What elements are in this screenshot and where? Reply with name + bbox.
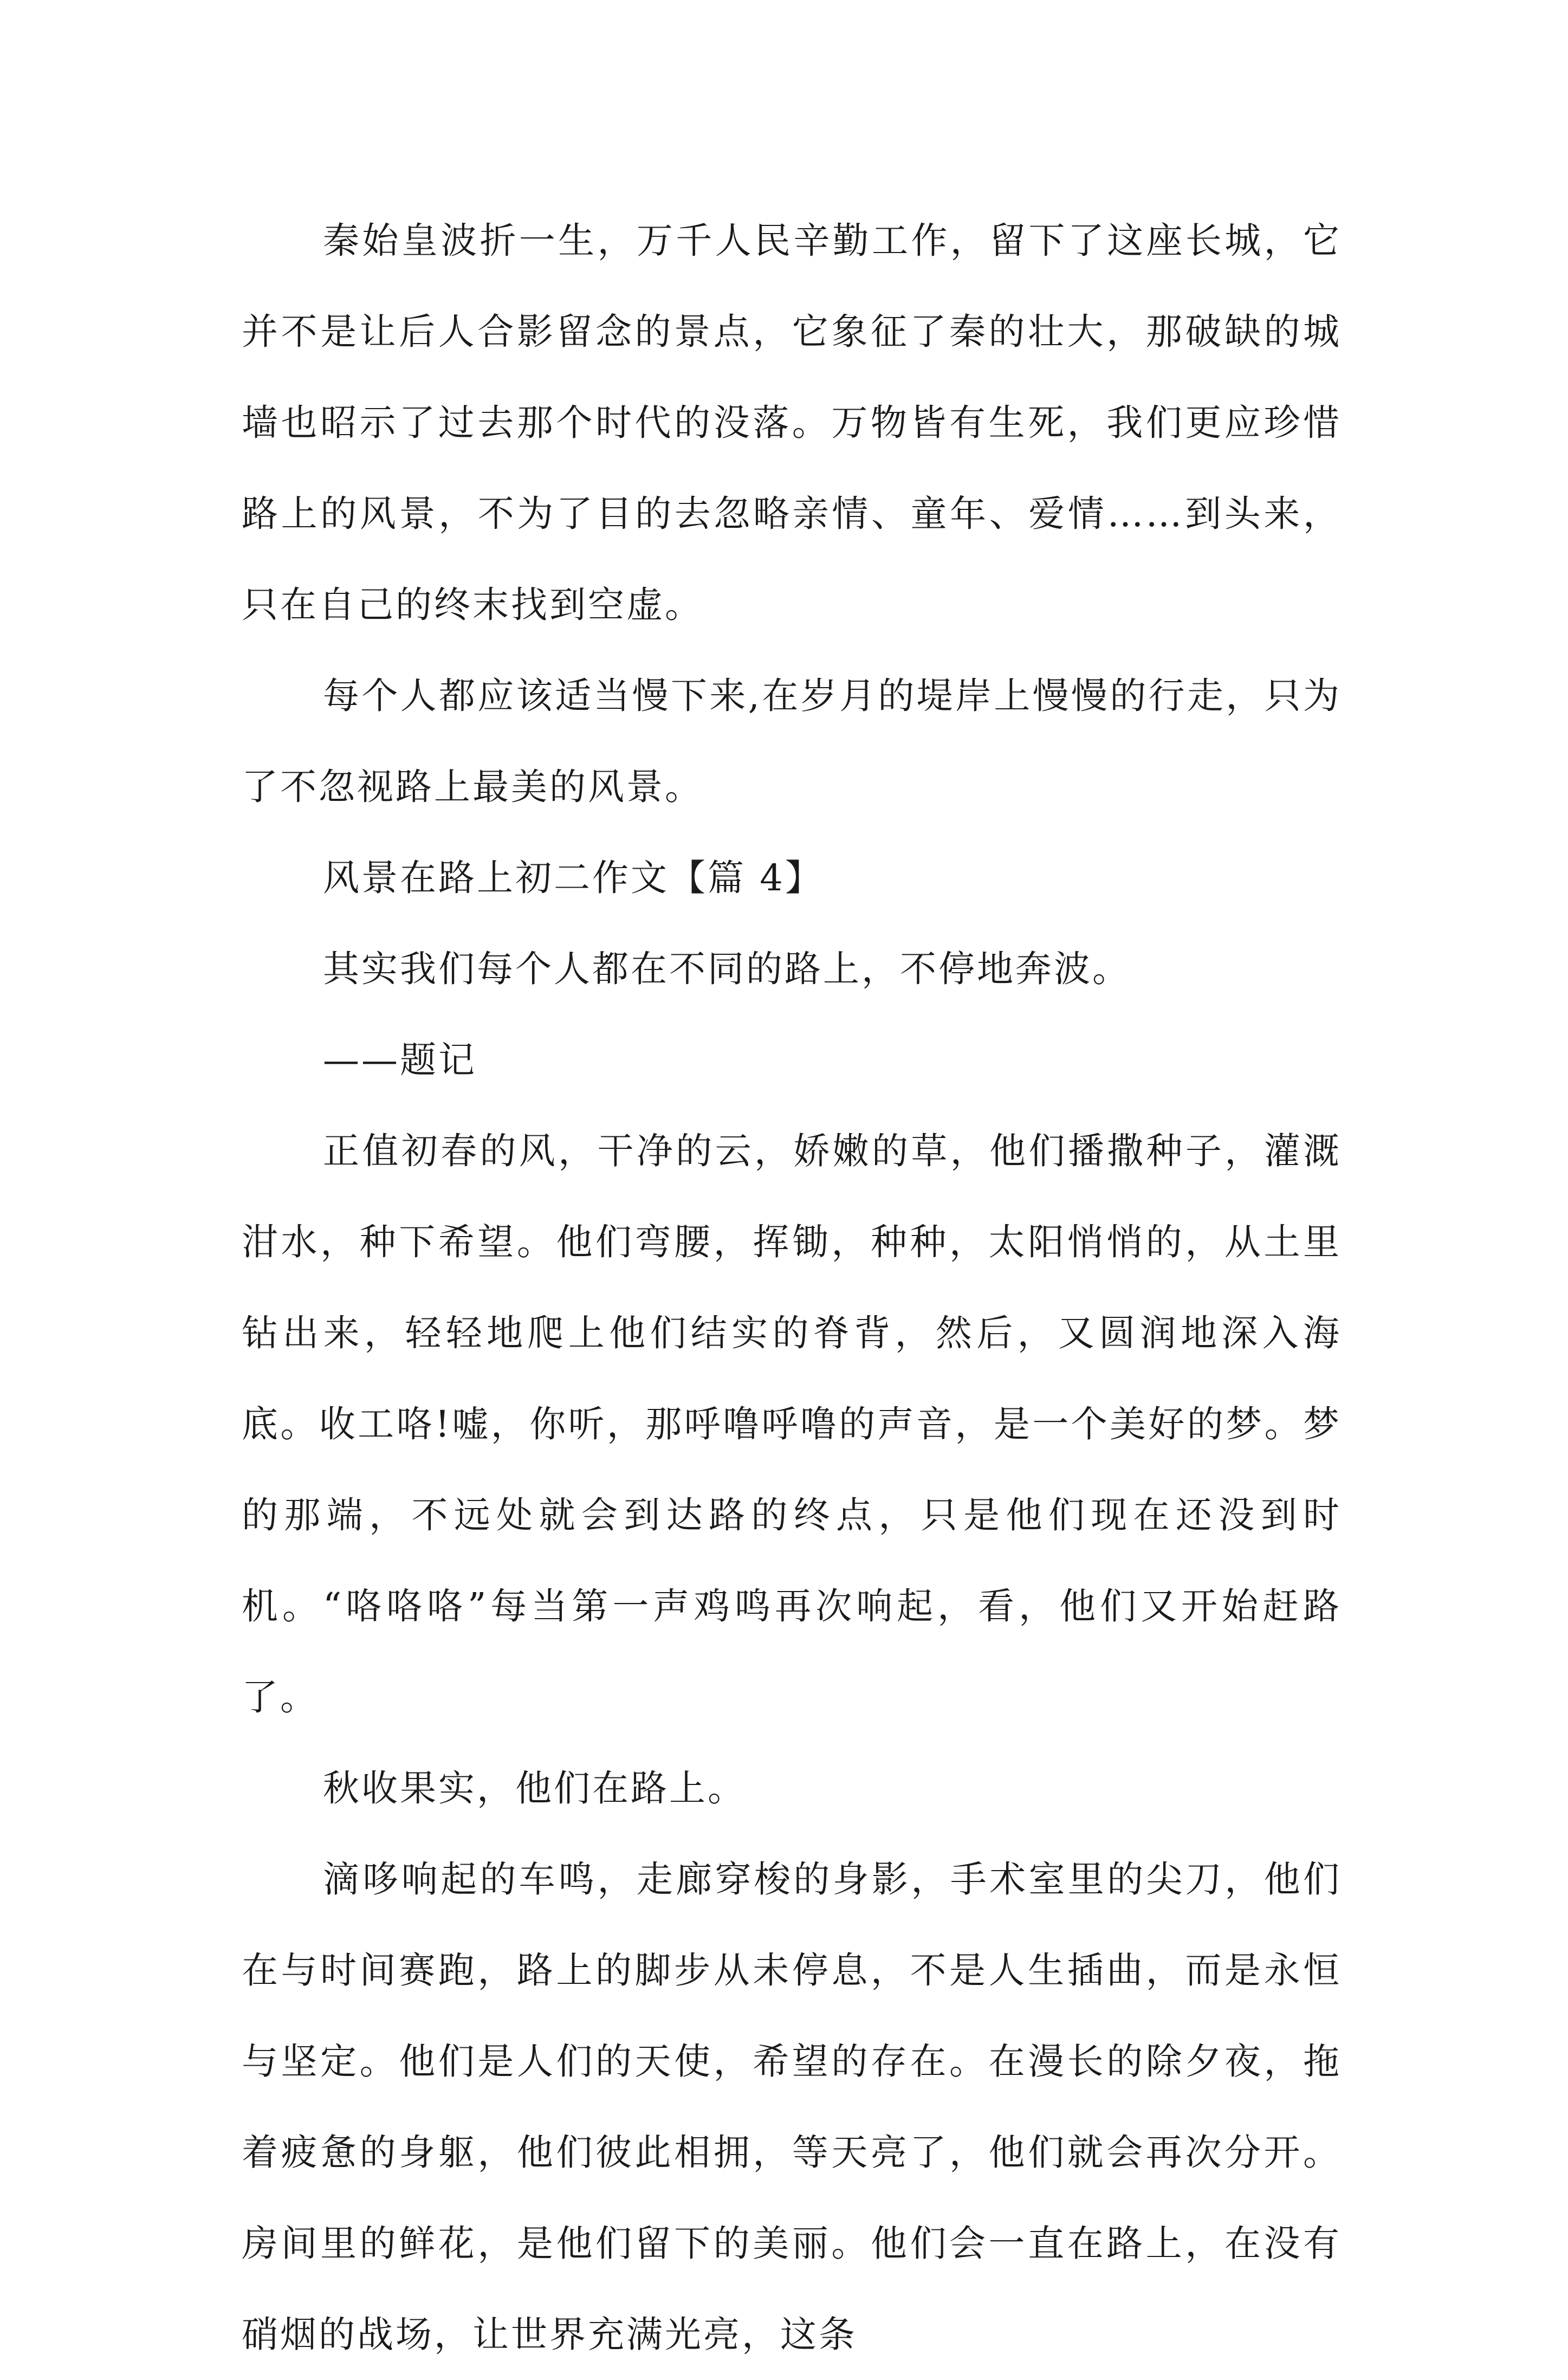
paragraph-early-spring: 正值初春的风，干净的云，娇嫩的草，他们播撒种子，灌溉泔水，种下希望。他们弯腰，挥锄，种种，太阳悄悄的，从土里钻出来，轻轻地爬上他们结实的脊背，然后，又圆润地深入海底。收工咯!嘘，你听，那呼噜呼噜的声音，是一个美好的梦。梦的那端，不远处就会到达路的终点，只是他们现在还没到时机。“咯咯咯”每当第一声鸡鸣再次响起，看，他们又开始赶路了。: [242, 1130, 1342, 1718]
paragraph-epigraph-attribution: ——题记: [323, 1039, 477, 1081]
paragraph-slow-down: 每个人都应该适当慢下来,在岁月的堤岸上慢慢的行走，只为了不忽视路上最美的风景。: [242, 675, 1342, 808]
paragraph-epigraph: 其实我们每个人都在不同的路上，不停地奔波。: [323, 948, 1131, 990]
paragraph-qin-shihuang: 秦始皇波折一生，万千人民辛勤工作，留下了这座长城，它并不是让后人合影留念的景点，它象征了秦的壮大，那破缺的城墙也昭示了过去那个时代的没落。万物皆有生死，我们更应珍惜路上的风景，不为了目的去忽略亲情、童年、爱情……到头来，只在自己的终末找到空虚。: [242, 219, 1342, 626]
paragraph-hospital: 滴哆响起的车鸣，走廊穿梭的身影，手术室里的尖刀，他们在与时间赛跑，路上的脚步从未停息，不是人生插曲，而是永恒与坚定。他们是人们的天使，希望的存在。在漫长的除夕夜，拖着疲惫的身躯，他们彼此相拥，等天亮了，他们就会再次分开。房间里的鲜花，是他们留下的美丽。他们会一直在路上，在没有硝烟的战场，让世界充满光亮，这条: [242, 1858, 1342, 2356]
document-body: [242, 195, 1342, 2380]
paragraph-autumn-harvest: 秋收果实，他们在路上。: [323, 1767, 746, 1809]
section-heading: 风景在路上初二作文【篇 4】: [323, 857, 824, 899]
